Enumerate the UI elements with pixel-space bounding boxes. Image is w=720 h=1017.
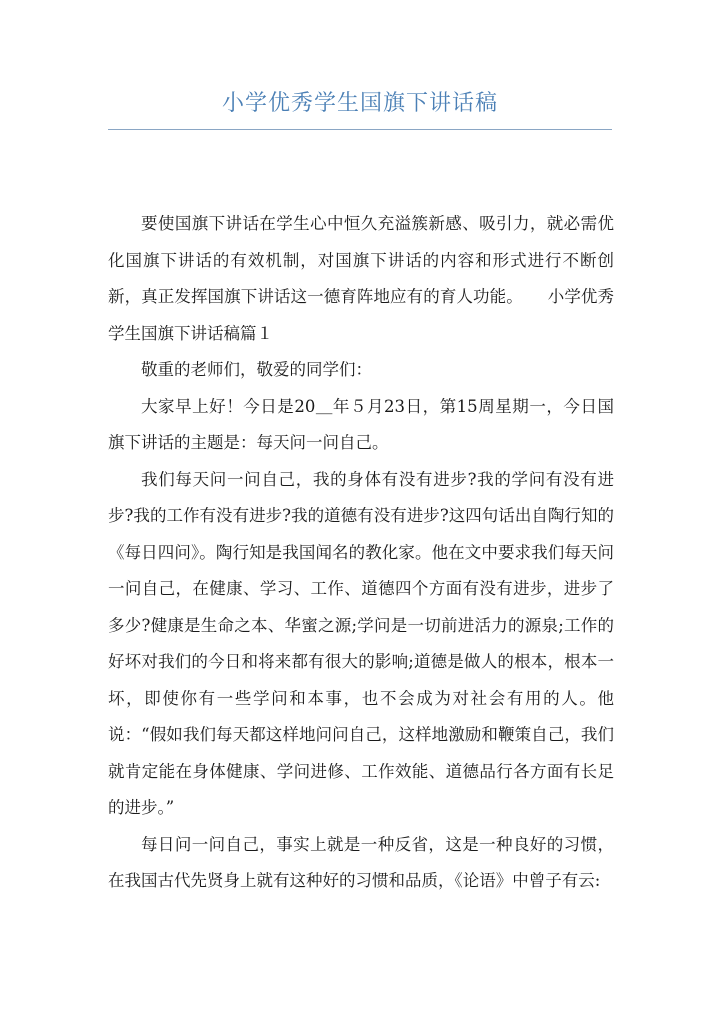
title-divider <box>108 129 612 130</box>
document-title: 小学优秀学生国旗下讲话稿 <box>221 91 498 116</box>
paragraph-reflection: 每日问一问自己，事实上就是一种反省，这是一种良好的习惯，在我国古代先贤身上就有这种好的习惯和品质，《论语》中曾子有云: <box>108 834 614 890</box>
paragraph-opening: 大家早上好！今日是20＿年５月23日，第15周星期一，今日国旗下讲话的主题是：每天问一问自己。 <box>108 396 614 452</box>
paragraph-greeting: 敬重的老师们，敬爱的同学们： <box>141 360 372 379</box>
document-body <box>108 206 614 900</box>
paragraph-four-questions: 我们每天问一问自己，我的身体有没有进步?我的学问有没有进步?我的工作有没有进步?我的道德有没有进步?这四句话出自陶行知的《每日四问》。陶行知是我国闻名的教化家。他在文中要求我们每天问一问自己，在健康、学习、工作、道德四个方面有没有进步，进步了多少?健康是生命之本、华蜜之源;学问是一切前进活力的源泉;工作的好坏对我们的今日和将来都有很大的影响;道德是做人的根本，根本一坏，即使你有一些学问和本事，也不会成为对社会有用的人。他说：“假如我们每天都这样地问问自己，这样地激励和鞭策自己，我们就肯定能在身体健康、学问进修、工作效能、道德品行各方面有长足的进步。” <box>108 469 614 817</box>
paragraph-intro: 要使国旗下讲话在学生心中恒久充溢簇新感、吸引力，就必需优化国旗下讲话的有效机制，对国旗下讲话的内容和形式进行不断创新，真正发挥国旗下讲话这一德育阵地应有的育人功能。 小学优秀学生国旗下讲话稿篇１ <box>108 214 614 343</box>
